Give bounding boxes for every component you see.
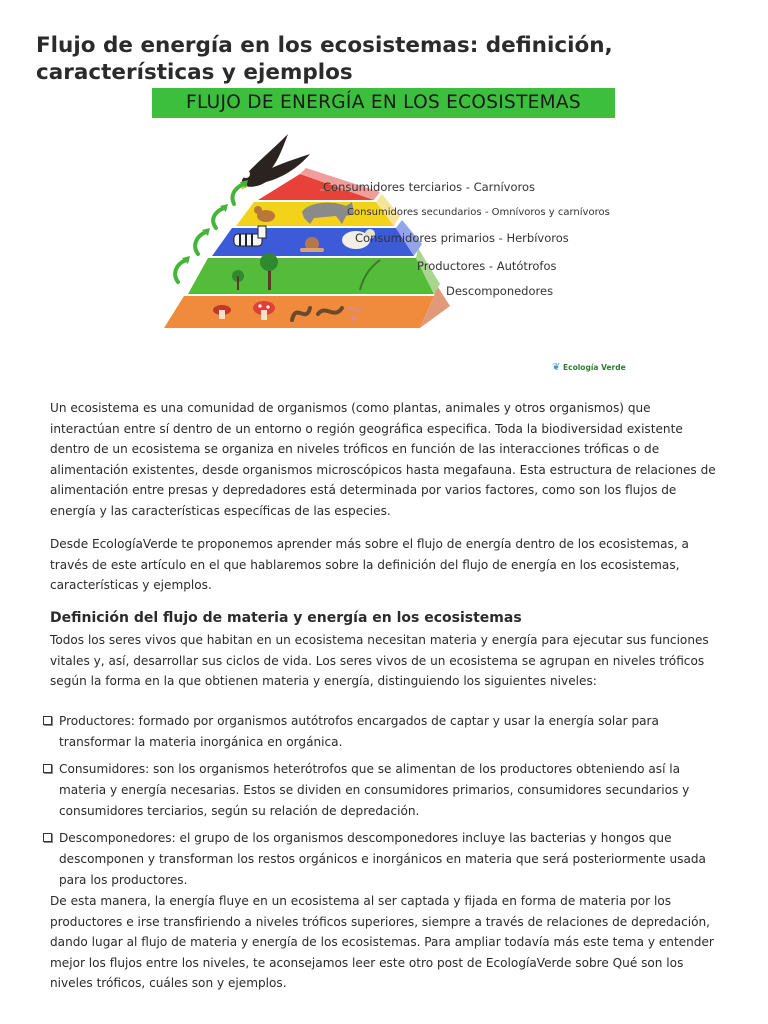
logo-text: Ecología Verde: [563, 363, 626, 372]
checkbox-bullet-icon: [43, 833, 52, 842]
pyramid-label-decomposers: Descomponedores: [446, 284, 554, 298]
checkbox-bullet-icon: [43, 764, 52, 773]
ecologia-verde-logo: [552, 362, 626, 373]
page-title: Flujo de energía en los ecosistemas: definición, características y ejemplos: [36, 33, 613, 85]
list-item: Descomponedores: el grupo de los organismos descomponedores incluye las bacterias y hongos que descomponen y transforman los restos orgánicos e inorgánicos en materia que será posteriormente usada para los productores.: [40, 828, 725, 891]
pyramid-label-secondary: Consumidores secundarios - Omnívoros y carnívoros: [347, 207, 610, 218]
pyramid-label-producers: Productores - Autótrofos: [417, 259, 557, 273]
pyramid-label-primary: Consumidores primarios - Herbívoros: [355, 231, 569, 245]
energy-pyramid-figure: [150, 88, 626, 383]
intro-paragraph: Un ecosistema es una comunidad de organismos (como plantas, animales y otros organismos) que interactúan entre sí dentro de un entorno o región geográfica especifica. Toda la biodiversidad existente dentro de un ecosistema se organiza en niveles tróficos en función de las interacciones tróficas o de alimentación existentes, desde organismos microscópicos hasta megafauna. Esta estructura de relaciones de alimentación entre presas y depredadores está determinada por varios factores, como son los flujos de energía y las características específicas de las especies.: [50, 401, 716, 518]
trophic-pyramid: [150, 124, 620, 334]
checkbox-bullet-icon: [43, 716, 52, 725]
list-item: Productores: formado por organismos autótrofos encargados de captar y usar la energía solar para transformar la materia inorgánica en orgánica.: [40, 711, 725, 753]
figure-banner: FLUJO DE ENERGÍA EN LOS ECOSISTEMAS: [152, 88, 615, 118]
paragraph-2: Desde EcologíaVerde te proponemos aprender más sobre el flujo de energía dentro de los ecosistemas, a través de este artículo en el que hablaremos sobre la definición del flujo de energía en los ecosistemas, características y ejemplos.: [50, 537, 689, 592]
list-item: Consumidores: son los organismos heterótrofos que se alimentan de los productores obteniendo así la materia y energía necesarias. Estos se dividen en consumidores primarios, consumidores secundarios y consumidores terciarios, según su relación de depredación.: [40, 759, 725, 822]
section-intro-paragraph: Todos los seres vivos que habitan en un ecosistema necesitan materia y energía para ejecutar sus funciones vitales y, así, desarrollar sus ciclos de vida. Los seres vivos de un ecosistema se agrupan en niveles tróficos según la forma en la que obtienen materia y energía, distinguiendo los siguientes niveles:: [50, 633, 709, 688]
pyramid-label-tertiary: Consumidores terciarios - Carnívoros: [323, 180, 536, 194]
conclusion-paragraph: De esta manera, la energía fluye en un ecosistema al ser captada y fijada en forma de materia por los productores e irse transfiriendo a niveles tróficos superiores, siempre a través de relaciones de depredación, dando lugar al flujo de materia y energía de los ecosistemas. Para ampliar todavía más este tema y entender mejor los flujos entre los niveles, te aconsejamos leer este otro post de EcologíaVerde sobre Qué son los niveles tróficos, cuáles son y ejemplos.: [50, 894, 714, 990]
section-heading: Definición del flujo de materia y energía en los ecosistemas: [50, 610, 522, 626]
trophic-levels-list: [40, 711, 725, 897]
leaf-icon: ❦: [552, 362, 561, 373]
